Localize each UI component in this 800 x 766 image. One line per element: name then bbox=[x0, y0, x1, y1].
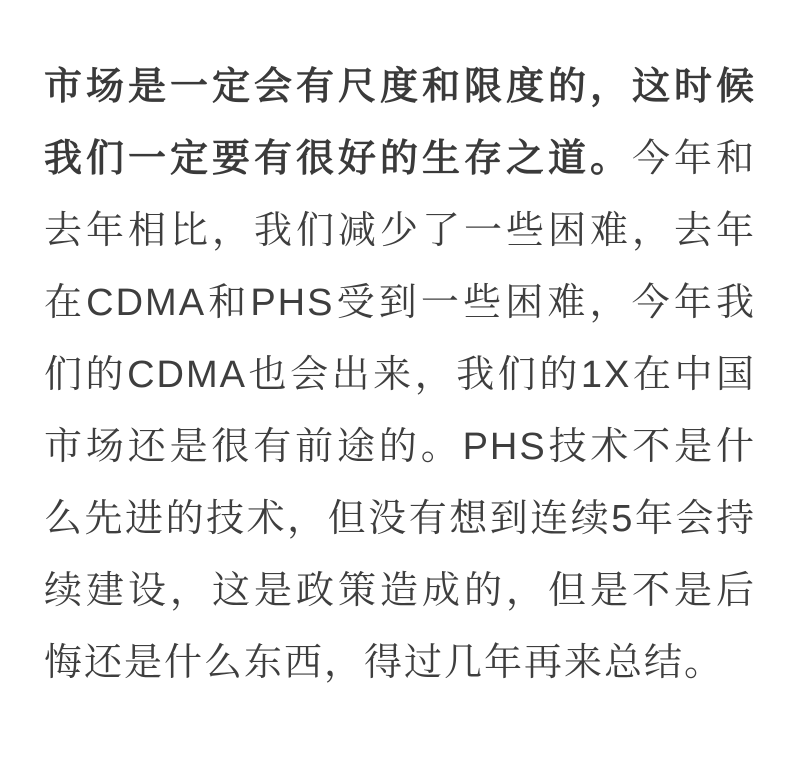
text-line bbox=[44, 411, 756, 483]
text-segment: 在CDMA和PHS受到一些困难，今年我 bbox=[44, 282, 756, 324]
text-segment: 市场还是很有前途的。PHS技术不是什 bbox=[44, 426, 756, 468]
text-line bbox=[44, 195, 756, 267]
text-segment: 们的CDMA也会出来，我们的1X在中国 bbox=[44, 354, 756, 396]
text-line bbox=[44, 627, 756, 699]
text-segment: 去年相比，我们减少了一些困难，去年 bbox=[44, 210, 756, 252]
text-line bbox=[44, 555, 756, 627]
text-segment: 续建设，这是政策造成的，但是不是后 bbox=[44, 570, 756, 612]
bold-text-segment: 我们一定要有很好的生存之道。 bbox=[44, 138, 632, 180]
text-segment: 悔还是什么东西，得过几年再来总结。 bbox=[44, 642, 725, 684]
bold-text-segment: 市场是一定会有尺度和限度的，这时候 bbox=[44, 66, 756, 108]
text-segment: 今年和 bbox=[631, 138, 756, 180]
text-line bbox=[44, 267, 756, 339]
text-line bbox=[44, 51, 756, 123]
text-line bbox=[44, 123, 756, 195]
text-line bbox=[44, 483, 756, 555]
text-line bbox=[44, 339, 756, 411]
text-segment: 么先进的技术，但没有想到连续5年会持 bbox=[44, 498, 756, 540]
article-text-block bbox=[44, 51, 756, 699]
